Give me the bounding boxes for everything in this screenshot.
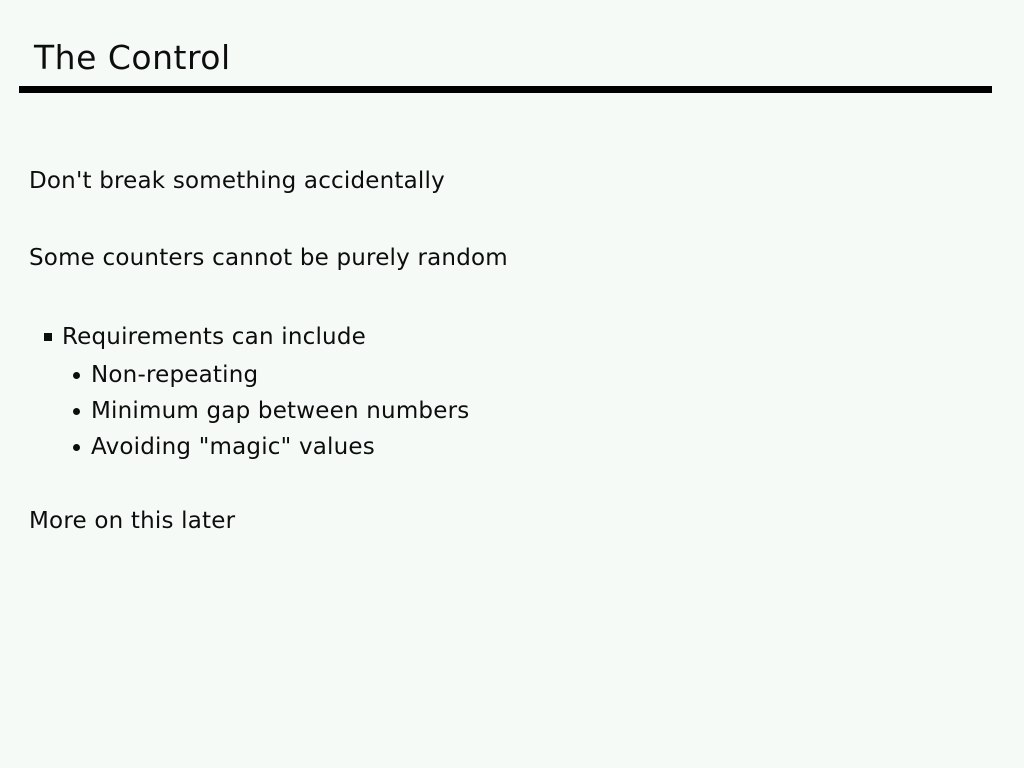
dot-bullet-icon xyxy=(73,444,80,451)
bullet-item-label: Avoiding "magic" values xyxy=(91,434,375,460)
square-bullet-icon xyxy=(44,333,52,341)
bullet-item-label: Requirements can include xyxy=(62,324,366,350)
page-title: The Control xyxy=(34,38,231,77)
paragraph-dont-break: Don't break something accidentally xyxy=(29,168,445,194)
dot-bullet-icon xyxy=(73,408,80,415)
closing-paragraph: More on this later xyxy=(29,508,236,534)
bullet-item-label: Non-repeating xyxy=(91,362,259,388)
bullet-item-non-repeating xyxy=(73,362,258,388)
bullet-item-minimum-gap xyxy=(73,398,469,424)
paragraph-counters-random: Some counters cannot be purely random xyxy=(29,245,508,271)
bullet-item-magic-values xyxy=(73,434,375,460)
title-rule xyxy=(19,86,992,93)
bullet-item-requirements xyxy=(44,324,366,350)
bullet-item-label: Minimum gap between numbers xyxy=(91,398,470,424)
dot-bullet-icon xyxy=(73,372,80,379)
